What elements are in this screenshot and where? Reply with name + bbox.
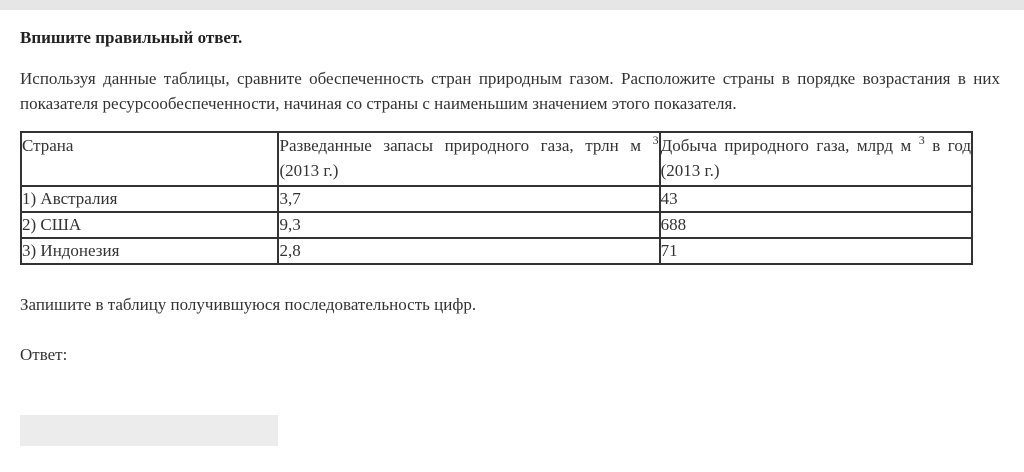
task-question: Используя данные таблицы, сравните обеспеченность стран природным газом. Расположите страны в порядке возрастания в них показателя ресурсообеспеченности, начиная со страны с наименьшим значением этого показателя.: [20, 69, 1000, 113]
table-row: [21, 238, 972, 264]
answer-label: Ответ:: [20, 345, 68, 364]
header-reserves-year: (2013 г.): [279, 161, 339, 180]
table-header-row: [21, 132, 972, 186]
header-country: [21, 132, 278, 186]
header-production-year: (2013 г.): [660, 161, 720, 180]
header-country-label: Страна: [22, 136, 74, 155]
header-production-label: [661, 133, 971, 183]
cell-production: 43: [660, 186, 972, 212]
header-reserves: [278, 132, 659, 186]
cell-country: 2) США: [21, 212, 278, 238]
header-reserves-unit-power: 3: [652, 133, 659, 147]
task-content: [20, 26, 1004, 367]
cell-country: 3) Индонезия: [21, 238, 278, 264]
header-reserves-text: Разведанные запасы природного газа, трлн м: [279, 136, 642, 155]
data-table: [20, 131, 973, 265]
top-bar: [0, 0, 1024, 10]
footer-instruction: Запишите в таблицу получившуюся последовательность цифр.: [20, 295, 477, 314]
cell-production: 71: [660, 238, 972, 264]
table-row: [21, 186, 972, 212]
cell-reserves: 2,8: [278, 238, 659, 264]
header-production-unit-power: 3: [918, 133, 925, 147]
cell-country: 1) Австралия: [21, 186, 278, 212]
task-instruction: Впишите правильный ответ.: [20, 28, 243, 47]
header-production: [660, 132, 972, 186]
cell-reserves: 9,3: [278, 212, 659, 238]
cell-production: 688: [660, 212, 972, 238]
header-production-text: Добыча природного газа, млрд м: [660, 136, 912, 155]
answer-input[interactable]: [20, 415, 278, 446]
table-row: [21, 212, 972, 238]
header-reserves-label: [279, 133, 658, 183]
header-production-suffix: в год: [924, 136, 971, 155]
cell-reserves: 3,7: [278, 186, 659, 212]
